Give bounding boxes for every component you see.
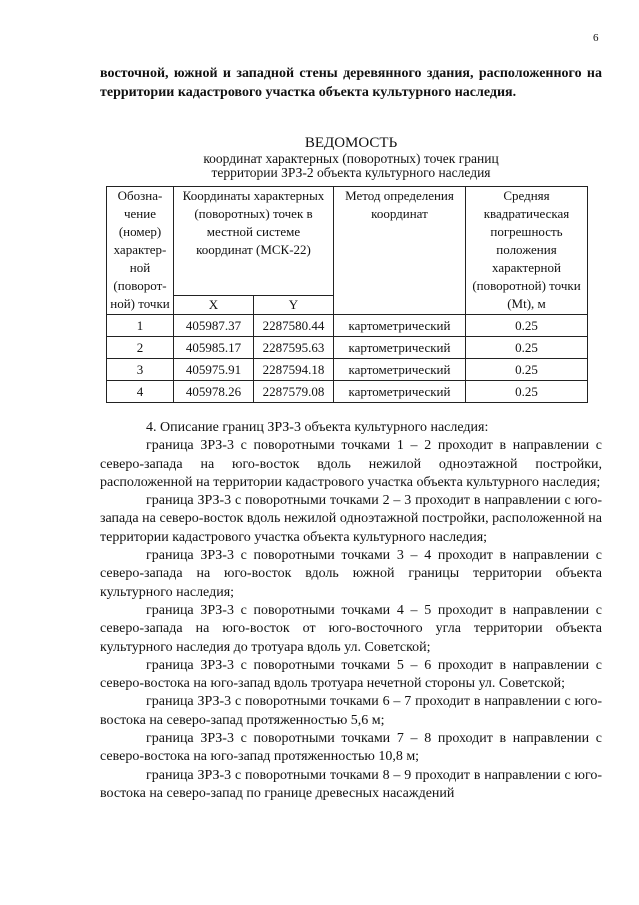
boundary-paragraph: граница ЗРЗ-3 с поворотными точками 2 – 3 проходит в направлении с юго-запада на северо-восток вдоль нежилой одноэтажной постройки, расположенной на территории кадастрового участка объекта культурного наследия; (100, 493, 602, 545)
section-title: 4. Описание границ ЗРЗ-3 объекта культурного наследия: (146, 420, 489, 435)
table-row (107, 337, 588, 359)
cell-y: 2287594.18 (254, 359, 334, 381)
cell-error: 0.25 (466, 381, 588, 403)
cell-point: 1 (107, 315, 174, 337)
header-designation: Обозна- чение (номер) характер- ной (поворот- ной) точки (107, 187, 174, 315)
boundary-paragraph: граница ЗРЗ-3 с поворотными точками 3 – 4 проходит в направлении с северо-запада на юго-восток вдоль южной границы территории объекта культурного наследия; (100, 548, 602, 600)
boundary-paragraph: граница ЗРЗ-3 с поворотными точками 1 – 2 проходит в направлении с северо-запада на юго-восток вдоль нежилой одноэтажной постройки, расположенной на территории кадастрового участка объекта культурного наследия; (100, 438, 602, 490)
heading-line-1: координат характерных (поворотных) точек границ (203, 151, 499, 166)
cell-y: 2287579.08 (254, 381, 334, 403)
header-coordinates: Координаты характерных (поворотных) точек в местной системе координат (МСК-22) (174, 187, 334, 296)
boundary-paragraph: граница ЗРЗ-3 с поворотными точками 4 – 5 проходит в направлении с северо-запада на юго-восток от юго-восточного угла территории объекта культурного наследия до тротуара вдоль ул. Советской; (100, 602, 602, 655)
cell-method: картометрический (334, 381, 466, 403)
intro-text: восточной, южной и западной стены деревянного здания, расположенного на территории кадастрового участка объекта культурного наследия. (100, 66, 602, 100)
cell-x: 405985.17 (174, 337, 254, 359)
boundary-paragraph: граница ЗРЗ-3 с поворотными точками 5 – 6 проходит в направлении с северо-востока на юго-запад вдоль тротуара нечетной стороны ул. Советской; (100, 657, 602, 692)
cell-y: 2287580.44 (254, 315, 334, 337)
cell-point: 2 (107, 337, 174, 359)
table-row (107, 359, 588, 381)
table-row (107, 315, 588, 337)
heading-title: ВЕДОМОСТЬ (304, 135, 398, 151)
heading-line-2: территории ЗРЗ-2 объекта культурного наследия (211, 165, 491, 180)
table-heading (100, 135, 602, 180)
cell-x: 405975.91 (174, 359, 254, 381)
cell-y: 2287595.63 (254, 337, 334, 359)
table-header-row (107, 187, 588, 296)
table-row (107, 381, 588, 403)
header-x: X (174, 296, 254, 315)
cell-error: 0.25 (466, 359, 588, 381)
boundary-paragraph: граница ЗРЗ-3 с поворотными точками 8 – 9 проходит в направлении с юго-востока на северо-запад по границе древесных насаждений (100, 767, 602, 801)
cell-point: 3 (107, 359, 174, 381)
cell-method: картометрический (334, 359, 466, 381)
cell-x: 405987.37 (174, 315, 254, 337)
header-method: Метод определения координат (334, 187, 466, 315)
header-error: Средняя квадратическая погрешность положения характерной (поворотной) точки (Mt), м (466, 187, 588, 315)
coordinates-table (106, 186, 588, 403)
cell-error: 0.25 (466, 315, 588, 337)
boundary-paragraph: граница ЗРЗ-3 с поворотными точками 7 – 8 проходит в направлении с северо-востока на юго-запад протяженностью 10,8 м; (100, 731, 602, 765)
header-y: Y (254, 296, 334, 315)
cell-method: картометрический (334, 315, 466, 337)
intro-paragraph (100, 64, 602, 102)
boundary-paragraph: граница ЗРЗ-3 с поворотными точками 6 – 7 проходит в направлении с юго-востока на северо-запад протяженностью 5,6 м; (100, 694, 602, 728)
cell-error: 0.25 (466, 337, 588, 359)
cell-point: 4 (107, 381, 174, 403)
cell-method: картометрический (334, 337, 466, 359)
cell-x: 405978.26 (174, 381, 254, 403)
page-number: 6 (593, 32, 599, 44)
boundary-description (100, 419, 602, 803)
